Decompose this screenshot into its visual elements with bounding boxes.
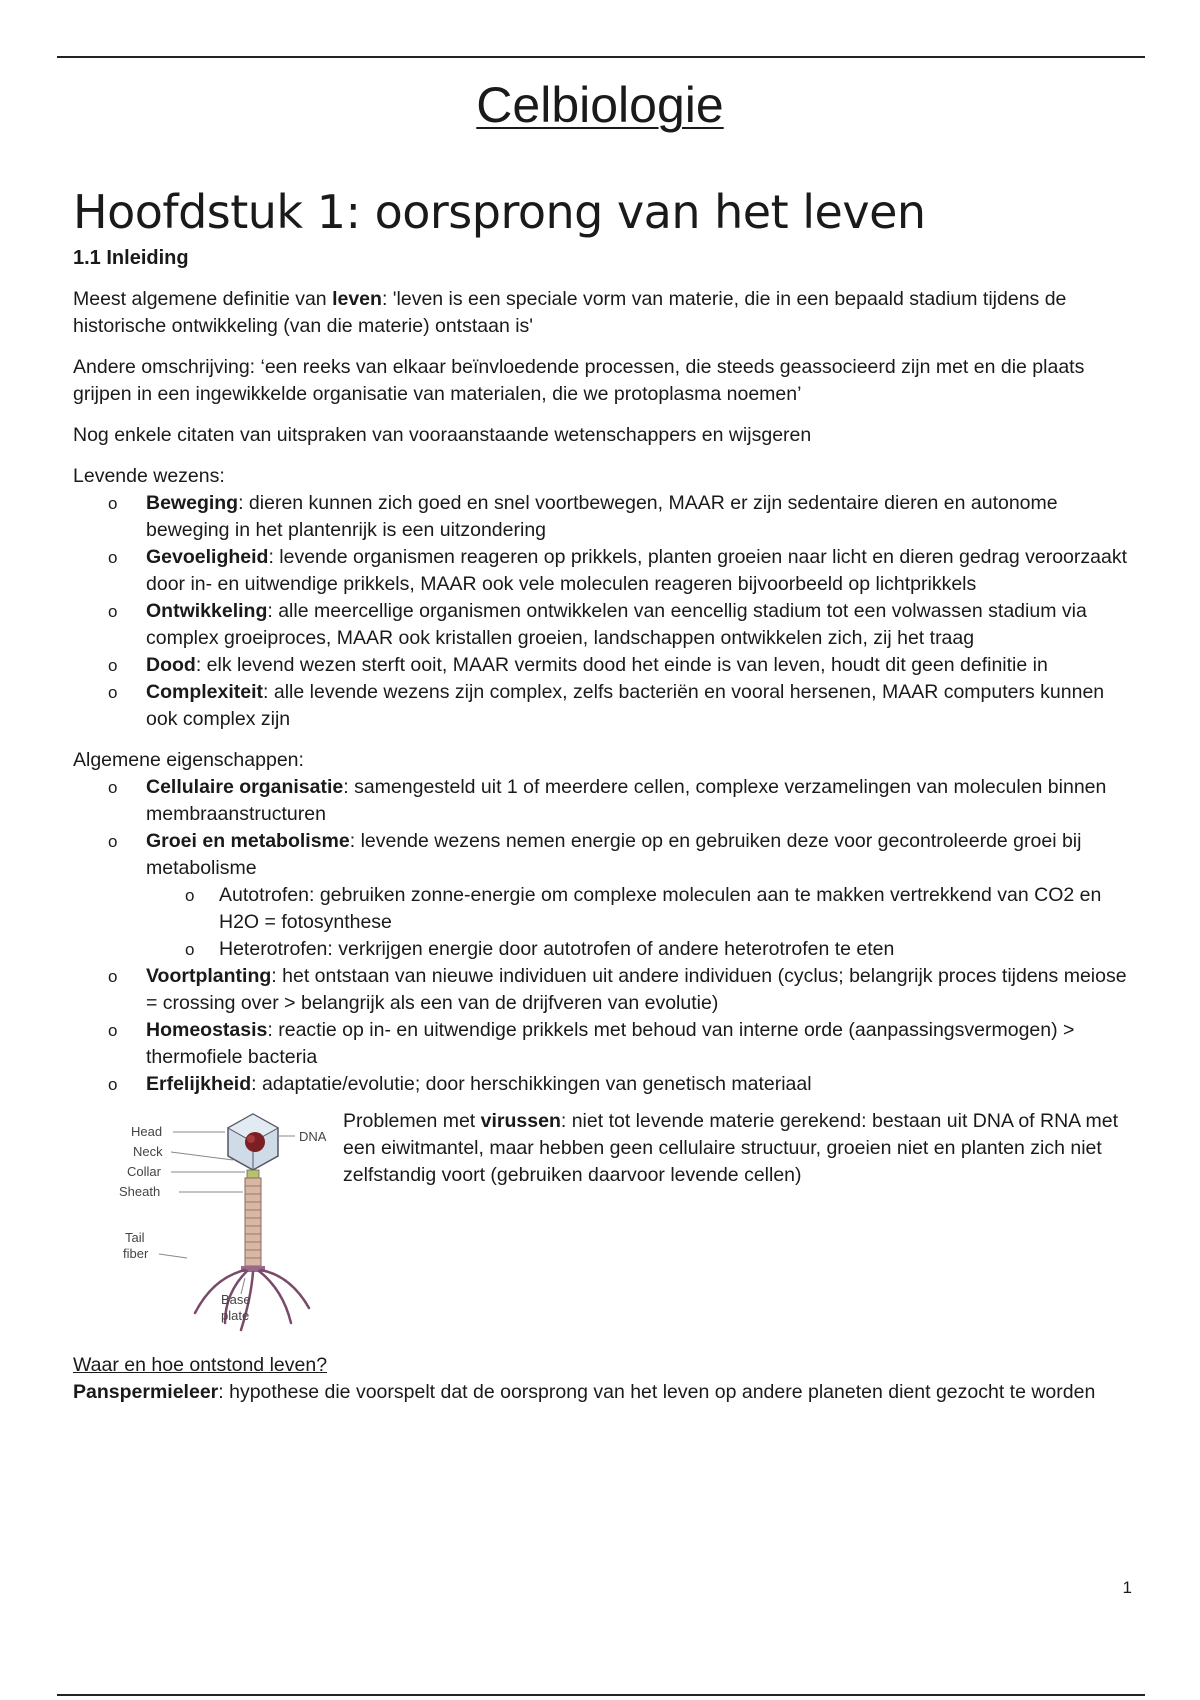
item-text: : elk levend wezen sterft ooit, MAAR vermits dood het einde is van leven, houdt dit geen definitie in xyxy=(195,653,1048,676)
item-term: Homeostasis xyxy=(146,1018,268,1041)
label-sheath: Sheath xyxy=(119,1183,161,1199)
list-item xyxy=(146,598,1133,652)
item-text: : levende wezens nemen energie op en gebruiken deze voor gecontroleerde groei bij metabolisme xyxy=(146,829,1082,879)
item-term: Voortplanting xyxy=(146,964,272,987)
list-item xyxy=(146,679,1133,733)
living-heading: Levende wezens: xyxy=(73,464,225,487)
label-head: Head xyxy=(131,1123,163,1139)
definition-paragraph xyxy=(73,286,1133,340)
list-item xyxy=(146,652,1133,679)
item-term: Groei en metabolisme xyxy=(146,829,350,852)
item-term: Gevoeligheid xyxy=(146,545,269,568)
panspermia-term: Panspermieleer xyxy=(73,1380,219,1403)
other-description-paragraph: Andere omschrijving: ‘een reeks van elkaar beïnvloedende processen, die steeds geassocieerd zijn met en die plaats grijpen in een ingewikkelde organisatie van materialen, die we protoplasma noemen’ xyxy=(73,355,1085,405)
list-item xyxy=(146,774,1133,828)
document-title: Celbiologie xyxy=(476,77,724,133)
item-term: Complexiteit xyxy=(146,680,264,703)
metabolism-sublist xyxy=(146,882,1133,963)
virus-term: virussen xyxy=(480,1109,561,1132)
item-term: Dood xyxy=(146,653,196,676)
item-text: : alle levende wezens zijn complex, zelfs bacteriën en vooral hersenen, MAAR computers kunnen ook complex zijn xyxy=(146,680,1105,730)
panspermia-paragraph xyxy=(73,1379,1133,1406)
virus-section xyxy=(73,1108,1133,1340)
virus-text: : niet tot levende materie gerekend: bestaan uit DNA of RNA met een eiwitmantel, maar hebben geen cellulaire structuur, groeien niet en planten zich niet zelfstandig voort (gebruiken daarvoor levende cellen) xyxy=(343,1109,1119,1186)
item-text: : alle meercellige organismen ontwikkelen van eencellig stadium tot een volwassen stadium via complex groeiproces, MAAR ook kristallen groeien, landschappen ontwikkelen zich, zij het traag xyxy=(146,599,1087,649)
page-number: 1 xyxy=(1122,1578,1132,1597)
item-text: : levende organismen reageren op prikkels, planten groeien naar licht en dieren gedrag veroorzaakt door in- en uitwendige prikkels, MAAR ook vele moleculen reageren bijvoorbeeld op lichtprikkels xyxy=(146,545,1127,595)
label-base: Base xyxy=(221,1291,251,1307)
list-item xyxy=(146,963,1133,1017)
item-text: : adaptatie/evolutie; door herschikkingen van genetisch materiaal xyxy=(251,1072,812,1095)
bottom-rule xyxy=(57,1694,1145,1696)
list-item xyxy=(146,490,1133,544)
label-neck: Neck xyxy=(133,1143,163,1159)
top-rule xyxy=(57,56,1145,58)
living-list xyxy=(73,490,1133,733)
list-item xyxy=(146,828,1133,963)
label-fiber: fiber xyxy=(123,1245,149,1261)
bacteriophage-diagram xyxy=(113,1108,373,1340)
item-term: Beweging xyxy=(146,491,239,514)
general-heading: Algemene eigenschappen: xyxy=(73,748,304,771)
item-term: Ontwikkeling xyxy=(146,599,268,622)
virus-prefix: Problemen met xyxy=(343,1109,481,1132)
definition-prefix: Meest algemene definitie van xyxy=(73,287,333,310)
sublist-item: o Heterotrofen: verkrijgen energie door autotrofen of andere heterotrofen te eten xyxy=(219,936,1133,963)
list-item xyxy=(146,544,1133,598)
item-text: : reactie op in- en uitwendige prikkels met behoud van interne orde (aanpassingsvermogen) > thermofiele bacteria xyxy=(146,1018,1075,1068)
label-tail: Tail xyxy=(125,1229,145,1245)
sublist-item: o Autotrofen: gebruiken zonne-energie om complexe moleculen aan te makken vertrekkend van CO2 en H2O = fotosynthese xyxy=(219,882,1133,936)
page-content xyxy=(73,186,1133,1420)
item-text: : samengesteld uit 1 of meerdere cellen, complexe verzamelingen van moleculen binnen membraanstructuren xyxy=(146,775,1107,825)
chapter-heading: Hoofdstuk 1: oorsprong van het leven xyxy=(73,185,926,239)
item-term: Erfelijkheid xyxy=(146,1072,252,1095)
definition-term: leven xyxy=(332,287,382,310)
quotes-paragraph: Nog enkele citaten van uitspraken van vooraanstaande wetenschappers en wijsgeren xyxy=(73,423,812,446)
general-list xyxy=(73,774,1133,1098)
label-plate: plate xyxy=(221,1307,250,1323)
section-heading: 1.1 Inleiding xyxy=(73,246,189,269)
definition-text: : 'leven is een speciale vorm van materie, die in een bepaald stadium tijdens de historische ontwikkeling (van die materie) ontstaan is' xyxy=(73,287,1067,337)
list-item xyxy=(146,1071,1133,1098)
label-collar: Collar xyxy=(127,1163,161,1179)
virus-paragraph xyxy=(343,1108,1143,1189)
item-text: : het ontstaan van nieuwe individuen uit andere individuen (cyclus; belangrijk proces tijdens meiose = crossing over > belangrijk als een van de drijfveren van evolutie) xyxy=(146,964,1127,1014)
item-term: Cellulaire organisatie xyxy=(146,775,344,798)
item-text: : dieren kunnen zich goed en snel voortbewegen, MAAR er zijn sedentaire dieren en autonome beweging in het plantenrijk is een uitzondering xyxy=(146,491,1058,541)
label-dna: DNA xyxy=(299,1128,327,1144)
origin-question: Waar en hoe ontstond leven? xyxy=(73,1353,328,1376)
list-item xyxy=(146,1017,1133,1071)
panspermia-text: : hypothese die voorspelt dat de oorsprong van het leven op andere planeten dient gezocht te worden xyxy=(218,1380,1096,1403)
